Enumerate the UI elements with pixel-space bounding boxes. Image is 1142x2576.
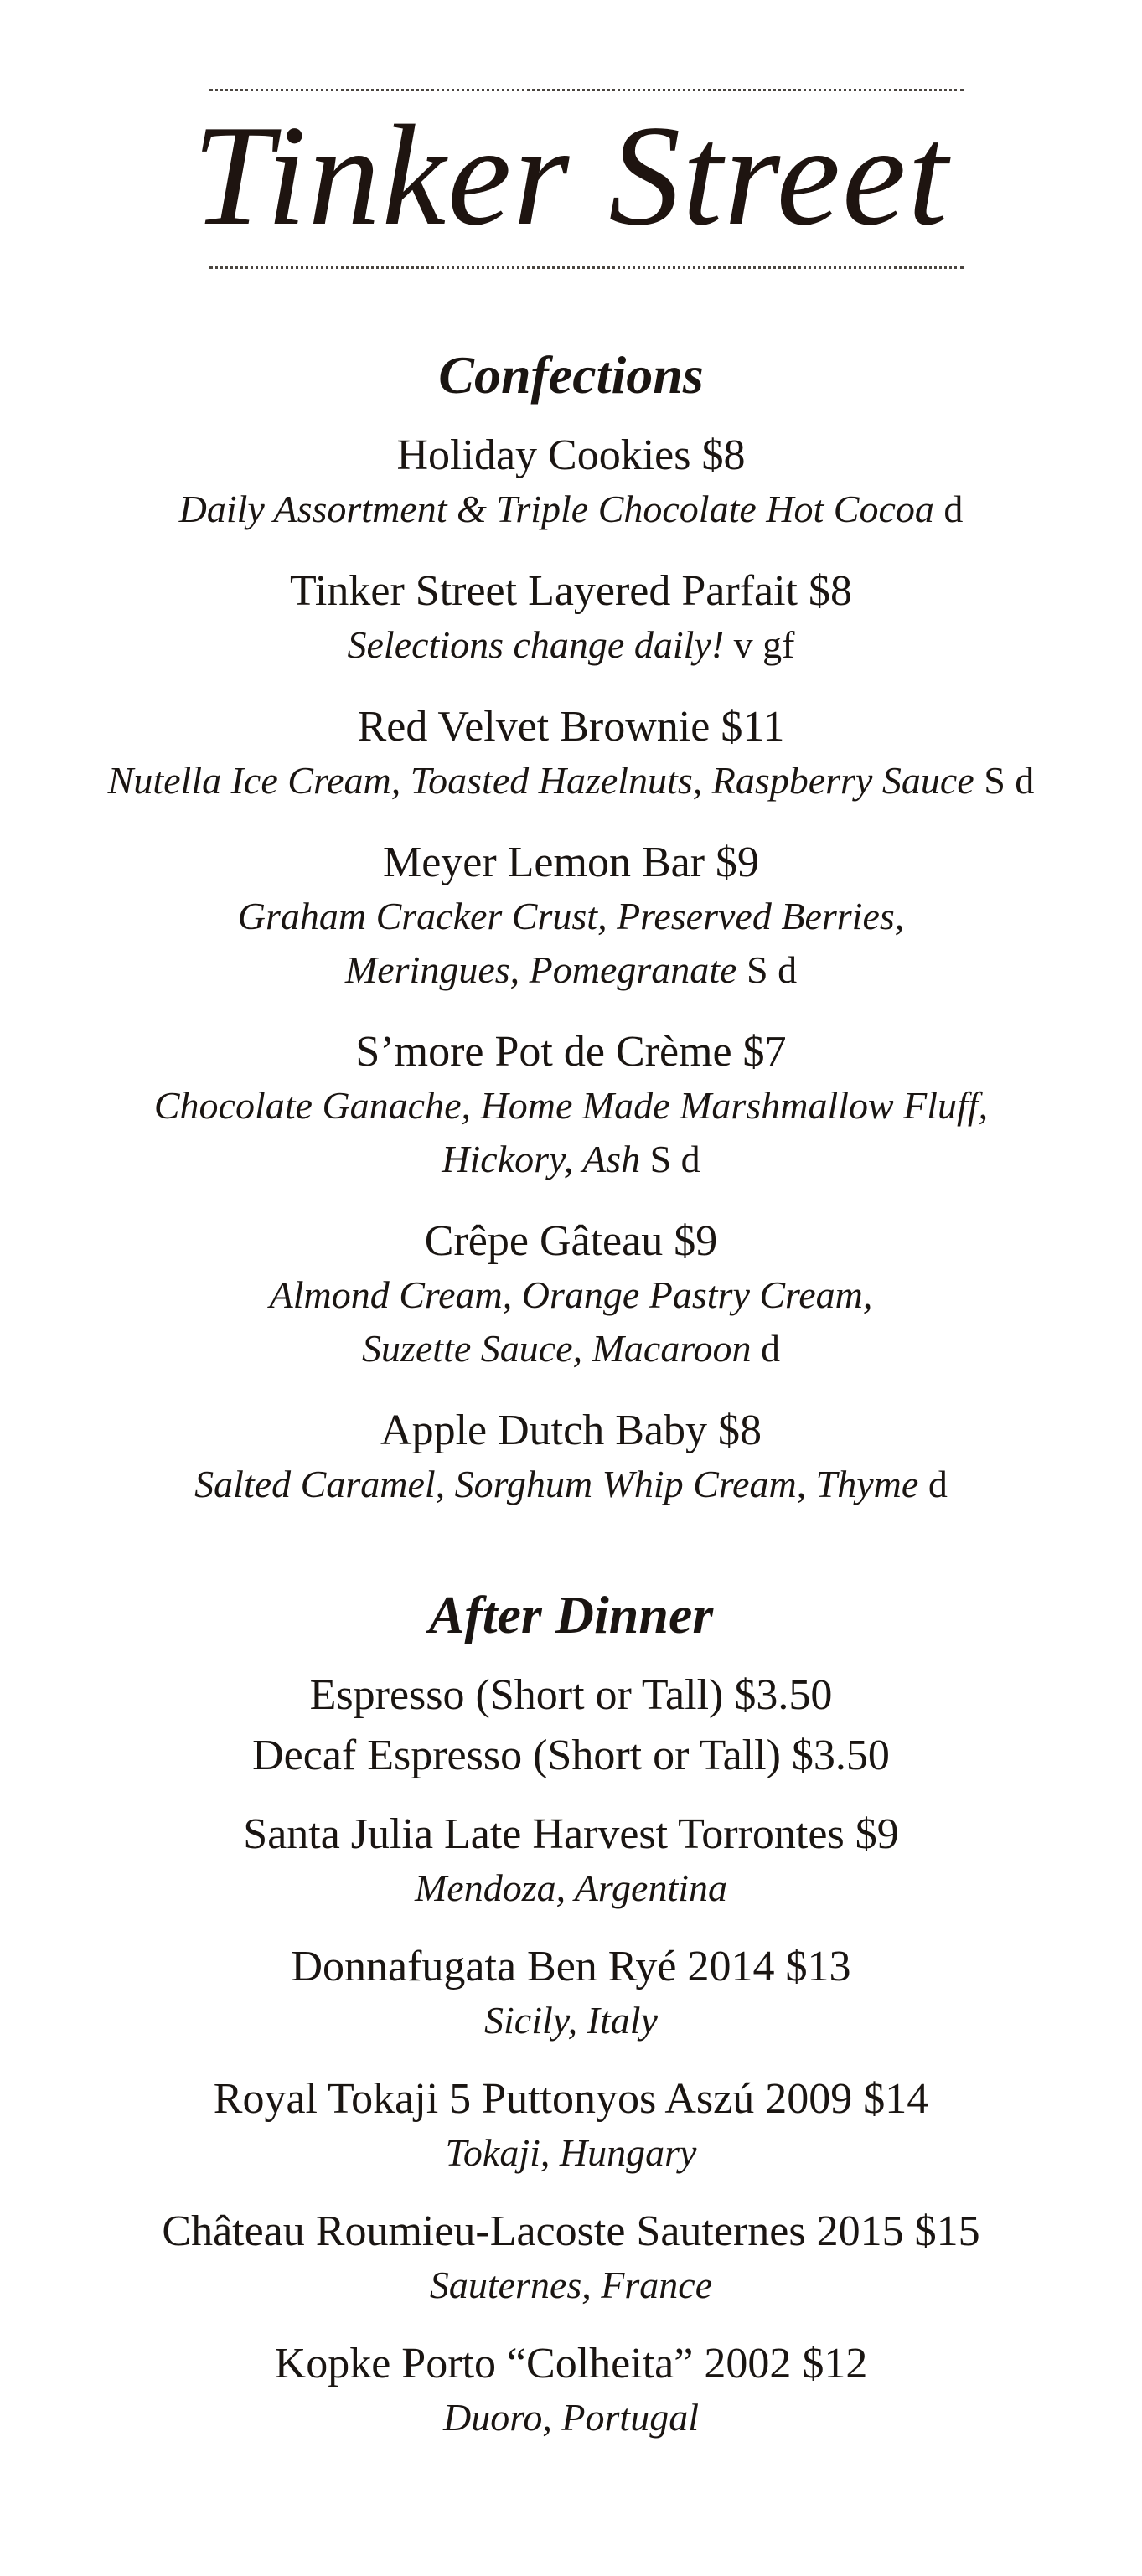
description-text: Suzette Sauce, Macaroon [361,1327,752,1370]
item-description [0,483,1142,536]
description-text: Selections change daily! [347,623,725,666]
item-name: Royal Tokaji 5 Puttonyos Aszú 2009 $14 [213,2075,929,2123]
item-description [0,2391,1142,2444]
item-description [0,943,1142,997]
menu-item [0,1729,1142,1783]
item-description [0,1079,1142,1133]
dietary-tags: S d [746,948,798,991]
description-text: Chocolate Ganache, Home Made Marshmallow Fluff, [153,1084,989,1127]
item-name: Holiday Cookies $8 [396,431,746,479]
item-name: Tinker Street Layered Parfait $8 [290,567,852,615]
item-description [0,1994,1142,2047]
dietary-tags: d [943,488,964,530]
item-description [0,1133,1142,1186]
header-dotted-rule-bottom [209,266,964,269]
item-description [0,890,1142,943]
menu-item [0,429,1142,536]
section-title-after-dinner: After Dinner [428,1585,714,1644]
description-text: Hickory, Ash [442,1138,641,1180]
item-name: Apple Dutch Baby $8 [380,1407,762,1454]
item-description [0,1458,1142,1511]
menu-item [0,2337,1142,2444]
description-text: Tokaji, Hungary [445,2131,697,2174]
item-name: Red Velvet Brownie $11 [357,703,785,751]
description-text: Daily Assortment & Triple Chocolate Hot Cocoa [178,488,934,530]
description-text: Almond Cream, Orange Pastry Cream, [269,1273,873,1316]
dietary-tags: S d [649,1138,700,1180]
restaurant-name: Tinker Street [192,96,950,256]
item-description [0,1861,1142,1915]
menu-item [0,1025,1142,1186]
description-text: Graham Cracker Crust, Preserved Berries, [237,895,905,937]
menu-item [0,1808,1142,1915]
item-description [0,1268,1142,1322]
item-name: Decaf Espresso (Short or Tall) $3.50 [252,1732,890,1779]
item-name: Espresso (Short or Tall) $3.50 [309,1671,833,1719]
menu-item [0,2073,1142,2180]
dietary-tags: d [761,1327,781,1370]
after-dinner-section [0,1583,1142,2470]
description-text: Sicily, Italy [484,1999,658,2042]
dietary-tags: d [928,1463,948,1505]
dietary-tags: S d [984,759,1035,802]
header-dotted-rule-top [209,89,964,91]
menu-item [0,1215,1142,1376]
item-description [0,754,1142,808]
menu-item [0,565,1142,672]
menu-item [0,836,1142,997]
item-description [0,2259,1142,2312]
menu-item [0,1940,1142,2047]
item-name: Donnafugata Ben Ryé 2014 $13 [291,1943,851,1990]
item-name: Meyer Lemon Bar $9 [382,839,760,886]
section-title-confections: Confections [438,345,704,405]
menu-item [0,2205,1142,2312]
item-description [0,618,1142,672]
item-name: Crêpe Gâteau $9 [424,1217,718,1265]
description-text: Nutella Ice Cream, Toasted Hazelnuts, Raspberry Sauce [107,759,974,802]
item-name: Château Roumieu-Lacoste Sauternes 2015 $15 [162,2207,980,2255]
menu-item [0,1669,1142,1722]
item-description [0,1322,1142,1376]
description-text: Meringues, Pomegranate [344,948,737,991]
dietary-tags: v gf [733,623,795,666]
menu-item [0,1404,1142,1511]
description-text: Sauternes, France [429,2264,713,2306]
item-name: Kopke Porto “Colheita” 2002 $12 [274,2340,868,2388]
item-name: Santa Julia Late Harvest Torrontes $9 [243,1810,899,1858]
item-name: S’more Pot de Crème $7 [355,1028,787,1076]
description-text: Mendoza, Argentina [414,1866,728,1909]
description-text: Duoro, Portugal [443,2396,699,2439]
confections-section [0,343,1142,1540]
item-description [0,2126,1142,2180]
menu-item [0,700,1142,808]
description-text: Salted Caramel, Sorghum Whip Cream, Thyme [194,1463,919,1505]
